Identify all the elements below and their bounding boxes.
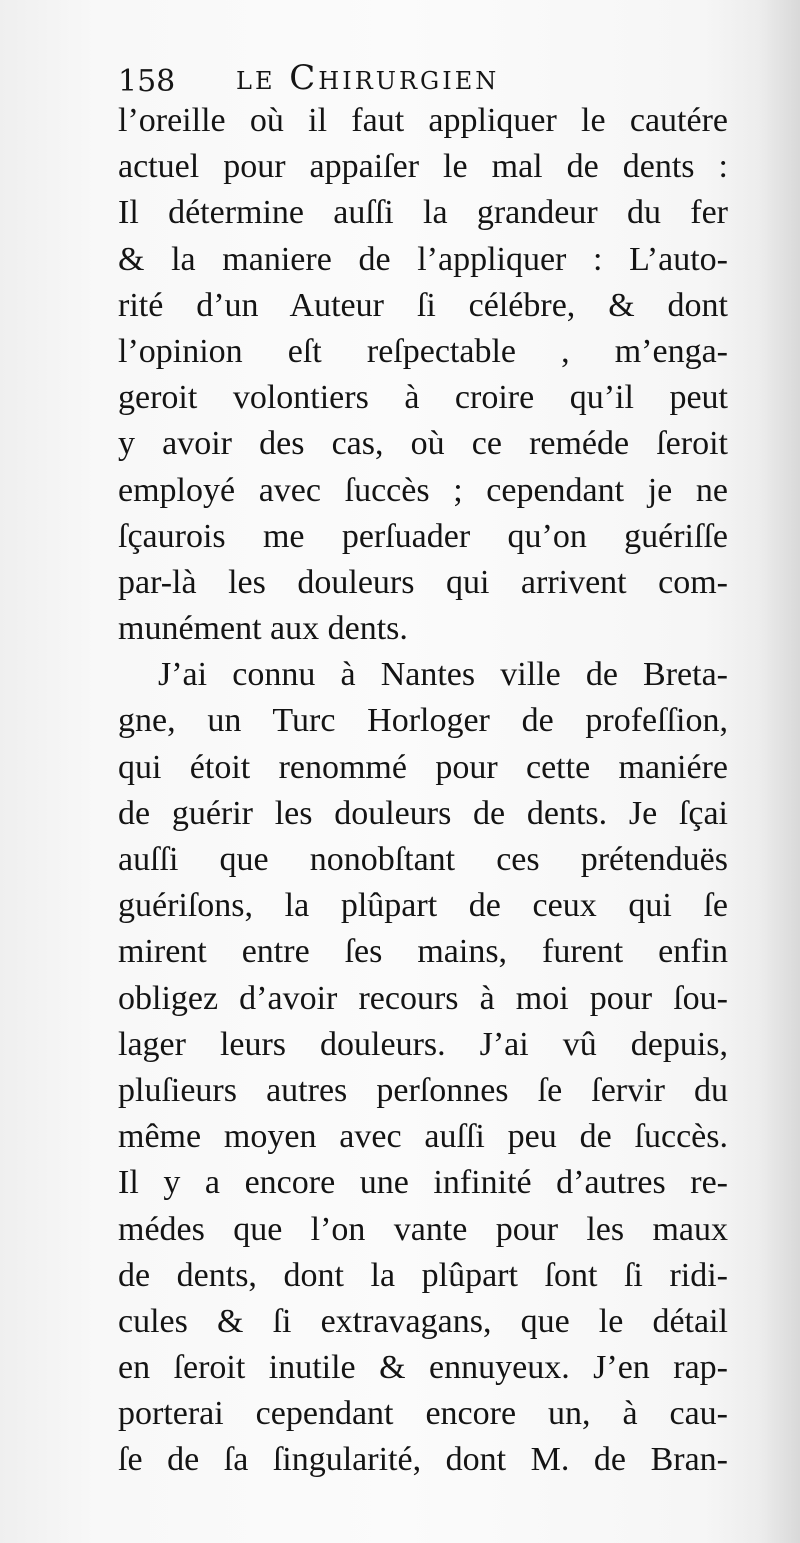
text-line: l’opinion eſt reſpectable , m’enga- bbox=[118, 332, 728, 370]
page-edge-shadow bbox=[760, 0, 800, 1543]
text-line: de dents, dont la plûpart ſont ſi ridi- bbox=[118, 1256, 728, 1294]
page-number: 158 bbox=[118, 64, 176, 99]
text-line: ſçaurois me perſuader qu’on guériſſe bbox=[118, 517, 728, 555]
text-line: de guérir les douleurs de dents. Je ſçai bbox=[118, 794, 728, 832]
text-line: même moyen avec auſſi peu de ſuccès. bbox=[118, 1118, 728, 1156]
text-line: mirent entre ſes mains, furent enfin bbox=[118, 933, 728, 971]
paragraph-end-line: munément aux dents. bbox=[118, 610, 408, 648]
text-line: cules & ſi extravagans, que le détail bbox=[118, 1302, 728, 1340]
text-line: lager leurs douleurs. J’ai vû depuis, bbox=[118, 1025, 728, 1063]
text-line: par-là les douleurs qui arrivent com- bbox=[118, 563, 728, 601]
text-line: y avoir des cas, où ce reméde ſeroit bbox=[118, 425, 728, 463]
running-title: le Chirurgien bbox=[236, 58, 500, 98]
text-line: ſe de ſa ſingularité, dont M. de Bran- bbox=[118, 1441, 728, 1479]
text-line: actuel pour appaiſer le mal de dents : bbox=[118, 148, 728, 186]
text-line: obligez d’avoir recours à moi pour ſou- bbox=[118, 979, 728, 1017]
body-text bbox=[118, 98, 728, 1484]
text-line: employé avec ſuccès ; cependant je ne bbox=[118, 471, 728, 509]
text-line: guériſons, la plûpart de ceux qui ſe bbox=[118, 887, 728, 925]
text-line: Il détermine auſſi la grandeur du fer bbox=[118, 194, 728, 232]
text-line: en ſeroit inutile & ennuyeux. J’en rap- bbox=[118, 1349, 728, 1387]
text-line: & la maniere de l’appliquer : L’auto- bbox=[118, 240, 728, 278]
text-line: pluſieurs autres perſonnes ſe ſervir du bbox=[118, 1071, 728, 1109]
text-line: rité d’un Auteur ſi célébre, & dont bbox=[118, 286, 728, 324]
text-line: qui étoit renommé pour cette maniére bbox=[118, 748, 728, 786]
text-line: médes que l’on vante pour les maux bbox=[118, 1210, 728, 1248]
text-line: porterai cependant encore un, à cau- bbox=[118, 1395, 728, 1433]
text-line: geroit volontiers à croire qu’il peut bbox=[118, 379, 728, 417]
text-line: auſſi que nonobſtant ces prétenduës bbox=[118, 841, 728, 878]
paragraph-start-line: J’ai connu à Nantes ville de Breta- bbox=[158, 656, 728, 694]
text-line: Il y a encore une infinité d’autres re- bbox=[118, 1164, 728, 1202]
text-line: l’oreille où il faut appliquer le cautére bbox=[118, 102, 728, 139]
text-line: gne, un Turc Horloger de profeſſion, bbox=[118, 702, 728, 740]
